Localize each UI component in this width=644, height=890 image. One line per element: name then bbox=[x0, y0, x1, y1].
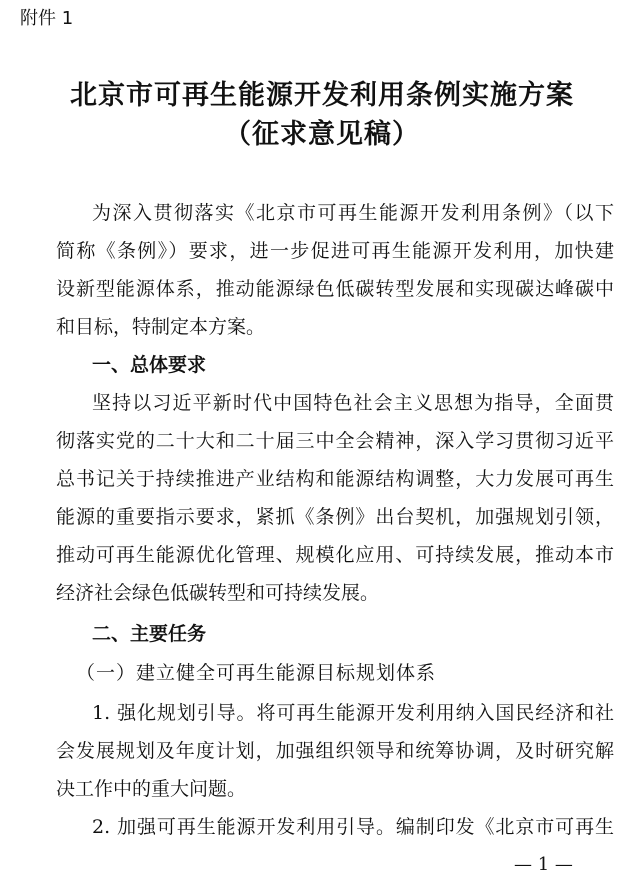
paragraph-line: 彻落实党的二十大和二十届三中全会精神，深入学习贯彻习近平 bbox=[56, 430, 614, 452]
paragraph-line: 坚持以习近平新时代中国特色社会主义思想为指导，全面贯 bbox=[92, 392, 614, 414]
item-line: 决工作中的重大问题。 bbox=[56, 778, 247, 800]
intro-line: 和目标，特制定本方案。 bbox=[56, 316, 266, 338]
item-line: 2. 加强可再生能源开发利用引导。编制印发《北京市可再生 bbox=[92, 816, 614, 838]
document-title bbox=[0, 76, 644, 154]
intro-line: 简称《条例》）要求，进一步促进可再生能源开发利用，加快建 bbox=[56, 240, 614, 262]
title-line-1: 北京市可再生能源开发利用条例实施方案 bbox=[70, 80, 574, 111]
paragraph-line: 能源的重要指示要求，紧抓《条例》出台契机，加强规划引领， bbox=[56, 506, 614, 528]
title-line-2: （征求意见稿） bbox=[224, 119, 420, 150]
intro-line: 为深入贯彻落实《北京市可再生能源开发利用条例》（以下 bbox=[92, 202, 614, 224]
attachment-label: 附件 1 bbox=[20, 8, 74, 29]
paragraph-line: 总书记关于持续推进产业结构和能源结构调整，大力发展可再生 bbox=[56, 468, 614, 490]
subsection-heading: （一）建立健全可再生能源目标规划体系 bbox=[76, 662, 437, 684]
page-number: — 1 — bbox=[514, 854, 573, 875]
section-heading-main-tasks: 二、主要任务 bbox=[92, 623, 207, 645]
paragraph-line: 经济社会绿色低碳转型和可持续发展。 bbox=[56, 582, 380, 604]
item-line: 会发展规划及年度计划，加强组织领导和统筹协调，及时研究解 bbox=[56, 740, 614, 762]
item-line: 1. 强化规划引导。将可再生能源开发利用纳入国民经济和社 bbox=[92, 702, 614, 724]
intro-line: 设新型能源体系，推动能源绿色低碳转型发展和实现碳达峰碳中 bbox=[56, 278, 614, 300]
section-heading-general-requirements: 一、总体要求 bbox=[92, 354, 207, 376]
paragraph-line: 推动可再生能源优化管理、规模化应用、可持续发展，推动本市 bbox=[56, 544, 614, 566]
